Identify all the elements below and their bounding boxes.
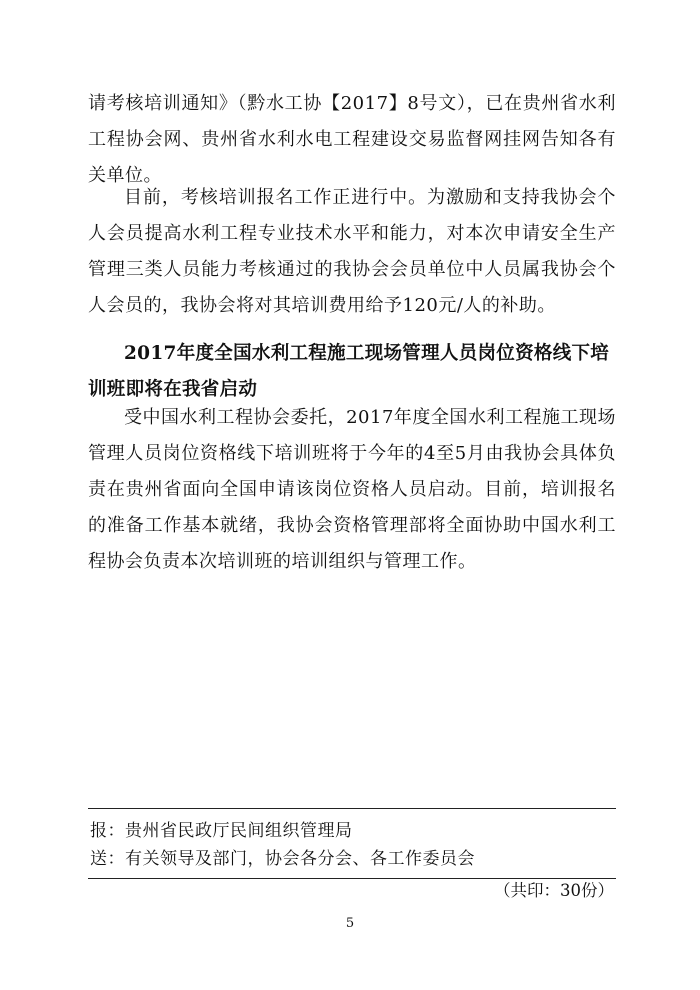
page-number: 5: [345, 916, 355, 931]
divider-top: [88, 808, 616, 809]
paragraph-training-launch: 受中国水利工程协会委托，2017年度全国水利工程施工现场管理人员岗位资格线下培训班将于今年的4至5月由我协会具体负责在贵州省面向全国申请该岗位资格人员启动。目前，培训报名的准备工作基本就绪，我协会资格管理部将全面协助中国水利工程协会负责本次培训班的培训组织与管理工作。: [88, 407, 616, 572]
print-copies: （共印：30份）: [494, 881, 614, 900]
paragraph-notice-continuation: 请考核培训通知》（黔水工协【2017】8号文），已在贵州省水利工程协会网、贵州省水利水电工程建设交易监督网挂网告知各有关单位。: [88, 93, 616, 186]
send-to-line: 送：有关领导及部门，协会各分会、各工作委员会: [90, 849, 475, 869]
report-to-line: 报：贵州省民政厅民间组织管理局: [90, 821, 353, 841]
section-heading: 2017年度全国水利工程施工现场管理人员岗位资格线下培训班即将在我省启动: [88, 343, 610, 400]
paragraph-training-subsidy: 目前，考核培训报名工作正进行中。为激励和支持我协会个人会员提高水利工程专业技术水平和能力，对本次申请安全生产管理三类人员能力考核通过的我协会会员单位中人员属我协会个人会员的，我协会将对其培训费用给予120元/人的补助。: [88, 187, 616, 316]
